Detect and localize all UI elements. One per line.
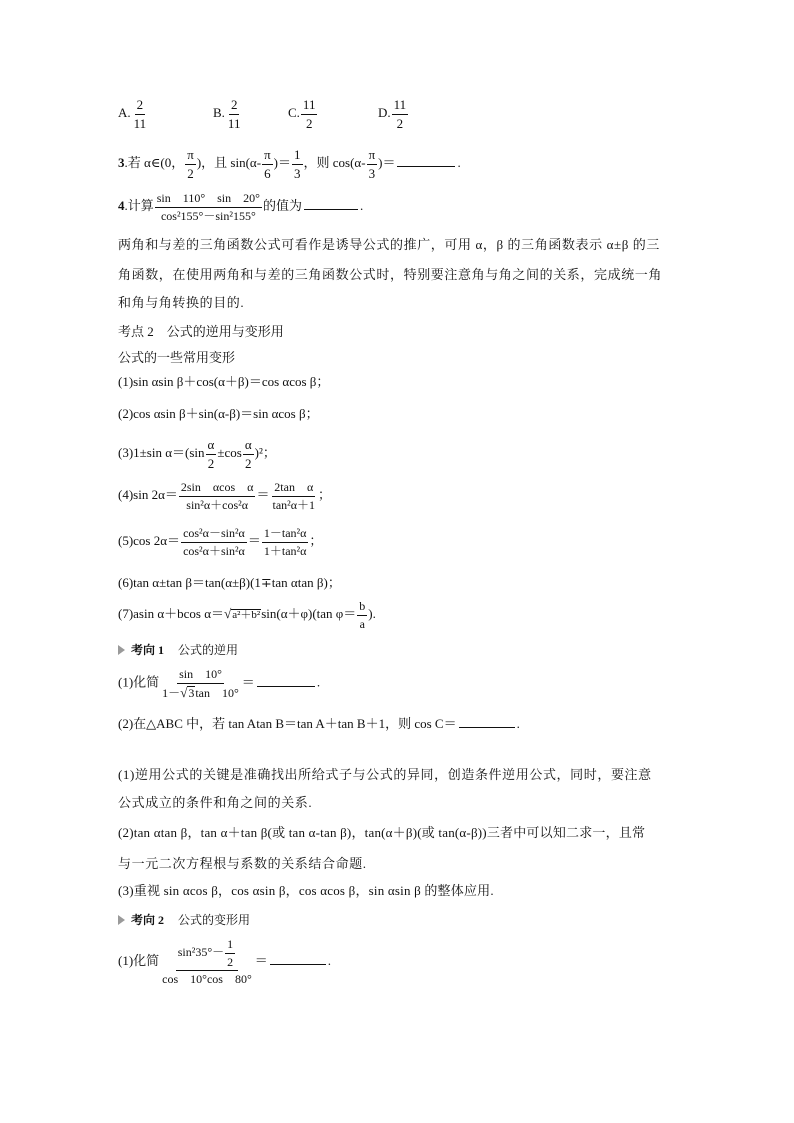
answer-blank[interactable] bbox=[304, 208, 358, 210]
sqrt-icon: √ bbox=[180, 684, 188, 700]
sqrt-icon: √ bbox=[224, 606, 232, 622]
intro-line-1: 两角和与差的三角函数公式可看作是诱导公式的推广，可用 α，β 的三角函数表示 α±β 的三 bbox=[118, 237, 660, 252]
note-2-line-2: 与一元二次方程根与系数的关系结合命题. bbox=[118, 856, 367, 871]
subsection-title: 公式的一些常用变形 bbox=[118, 350, 236, 365]
fraction-b-a: $\frac{b}{a}$ bbox=[359, 599, 366, 631]
option-d-fraction: $\frac{11}{2}$ bbox=[393, 97, 407, 131]
intro-line-2: 角函数，在使用两角和与差的三角函数公式时，特别要注意角与角之间的关系，完成统一角 bbox=[118, 267, 663, 282]
triangle-marker-icon bbox=[118, 645, 125, 655]
option-d[interactable]: D. $\frac{11}{2}$ bbox=[378, 97, 407, 131]
fraction-f5-1: $\frac{\text{cos²α－sin²α}}{\text{cos²α＋sin²α}}$ bbox=[183, 526, 245, 558]
option-c-fraction: $\frac{11}{2}$ bbox=[302, 97, 316, 131]
answer-blank[interactable] bbox=[270, 963, 326, 965]
d1-question-2: (2)在△ABC 中，若 tan Atan B＝tan A＋tan B＋1，则 cos C＝ . bbox=[118, 716, 520, 731]
intro-line-3: 和角与角转换的目的. bbox=[118, 295, 245, 310]
section-title: 考点 2 公式的逆用与变形用 bbox=[118, 324, 284, 339]
formula-7: (7)asin α＋bcos α＝√a²＋b²sin(α＋φ)(tan φ＝ $\frac{b}{a}$ ). bbox=[118, 599, 376, 631]
fraction-1-2: $\frac{1}{2}$ bbox=[227, 937, 234, 969]
triangle-marker-icon bbox=[118, 915, 125, 925]
d1-question-1: (1)化简 $\frac{\sin 10^\circ}{1-√3\tan 10^\circ}$ ＝ . bbox=[118, 667, 321, 700]
formula-4: (4)sin 2α＝ $\frac{\text{2sin αcos α}}{\text{sin²α＋cos²α}}$ ＝ $\frac{\text{2tan α}}{\text{tan²α＋1}}$ ； bbox=[118, 480, 332, 512]
answer-blank[interactable] bbox=[397, 165, 455, 167]
fraction-pi-6: $\frac{\pi}{6}$ bbox=[264, 147, 271, 181]
question-3: 3.若 α∈(0， $\frac{\pi}{2}$ )，且 sin(α- $\frac{\pi}{6}$ )＝ $\frac{1}{3}$ ，则 cos(α- $\frac{\pi}{3}$ )＝ . bbox=[118, 147, 461, 181]
note-1-line-1: (1)逆用公式的关键是准确找出所给式子与公式的异同，创造条件逆用公式，同时，要注意 bbox=[118, 767, 652, 782]
option-c[interactable]: C. $\frac{11}{2}$ bbox=[288, 97, 316, 131]
formula-3: (3)1±sin α＝(sin $\frac{\alpha}{2}$ ±cos $\frac{\alpha}{2}$ )²； bbox=[118, 437, 276, 471]
note-2-line-1: (2)tan αtan β，tan α＋tan β(或 tan α-tan β)，tan(α＋β)(或 tan(α-β))三者中可以知二求一，且常 bbox=[118, 825, 646, 840]
formula-1: (1)sin αsin β＋cos(α＋β)＝cos αcos β； bbox=[118, 374, 330, 389]
fraction-alpha-2: $\frac{\alpha}{2}$ bbox=[207, 437, 215, 471]
fraction-alpha-2: $\frac{\alpha}{2}$ bbox=[244, 437, 252, 471]
fraction-1-3: $\frac{1}{3}$ bbox=[294, 147, 301, 181]
question-4: 4.计算 $\frac{\sin 110^\circ \sin 20^\circ}{\text{cos²155°－sin²155°}}$ 的值为 . bbox=[118, 191, 364, 223]
fraction-q4: $\frac{\sin 110^\circ \sin 20^\circ}{\text{cos²155°－sin²155°}}$ bbox=[156, 191, 260, 223]
fraction-f4-1: $\frac{\text{2sin αcos α}}{\text{sin²α＋cos²α}}$ bbox=[180, 480, 254, 512]
answer-blank[interactable] bbox=[459, 726, 515, 728]
note-1-line-2: 公式成立的条件和角之间的关系. bbox=[118, 795, 313, 810]
option-a[interactable]: A. $\frac{2}{11}$ bbox=[118, 97, 147, 131]
option-b[interactable]: B. $\frac{2}{11}$ bbox=[213, 97, 241, 131]
direction-2-header: 考向 2 公式的变形用 bbox=[118, 911, 250, 928]
fraction-d2q1: sin²35°－ $\frac{1}{2}$ cos 10°cos 80° bbox=[162, 937, 252, 987]
fraction-f4-2: $\frac{\text{2tan α}}{\text{tan²α＋1}}$ bbox=[272, 480, 316, 512]
direction-1-header: 考向 1 公式的逆用 bbox=[118, 641, 238, 658]
d2-question-1: (1)化简 sin²35°－ $\frac{1}{2}$ cos 10°cos 80° ＝ . bbox=[118, 937, 332, 987]
answer-blank[interactable] bbox=[257, 685, 315, 687]
formula-5: (5)cos 2α＝ $\frac{\text{cos²α－sin²α}}{\text{cos²α＋sin²α}}$ ＝ $\frac{\text{1－tan²α}}{\text{1＋tan²α}}$ ； bbox=[118, 526, 323, 558]
fraction-pi-3: $\frac{\pi}{3}$ bbox=[368, 147, 376, 181]
fraction-pi-2: $\frac{\pi}{2}$ bbox=[187, 147, 194, 181]
fraction-f5-2: $\frac{\text{1－tan²α}}{\text{1＋tan²α}}$ bbox=[263, 526, 307, 558]
note-3: (3)重视 sin αcos β，cos αsin β，cos αcos β，sin αsin β 的整体应用. bbox=[118, 883, 494, 898]
formula-2: (2)cos αsin β＋sin(α-β)＝sin αcos β； bbox=[118, 406, 319, 421]
option-b-fraction: $\frac{2}{11}$ bbox=[227, 97, 241, 131]
formula-6: (6)tan α±tan β＝tan(α±β)(1∓tan αtan β)； bbox=[118, 575, 341, 590]
fraction-d1q1: $\frac{\sin 10^\circ}{1-√3\tan 10^\circ}$ bbox=[162, 667, 239, 700]
option-a-fraction: $\frac{2}{11}$ bbox=[133, 97, 147, 131]
